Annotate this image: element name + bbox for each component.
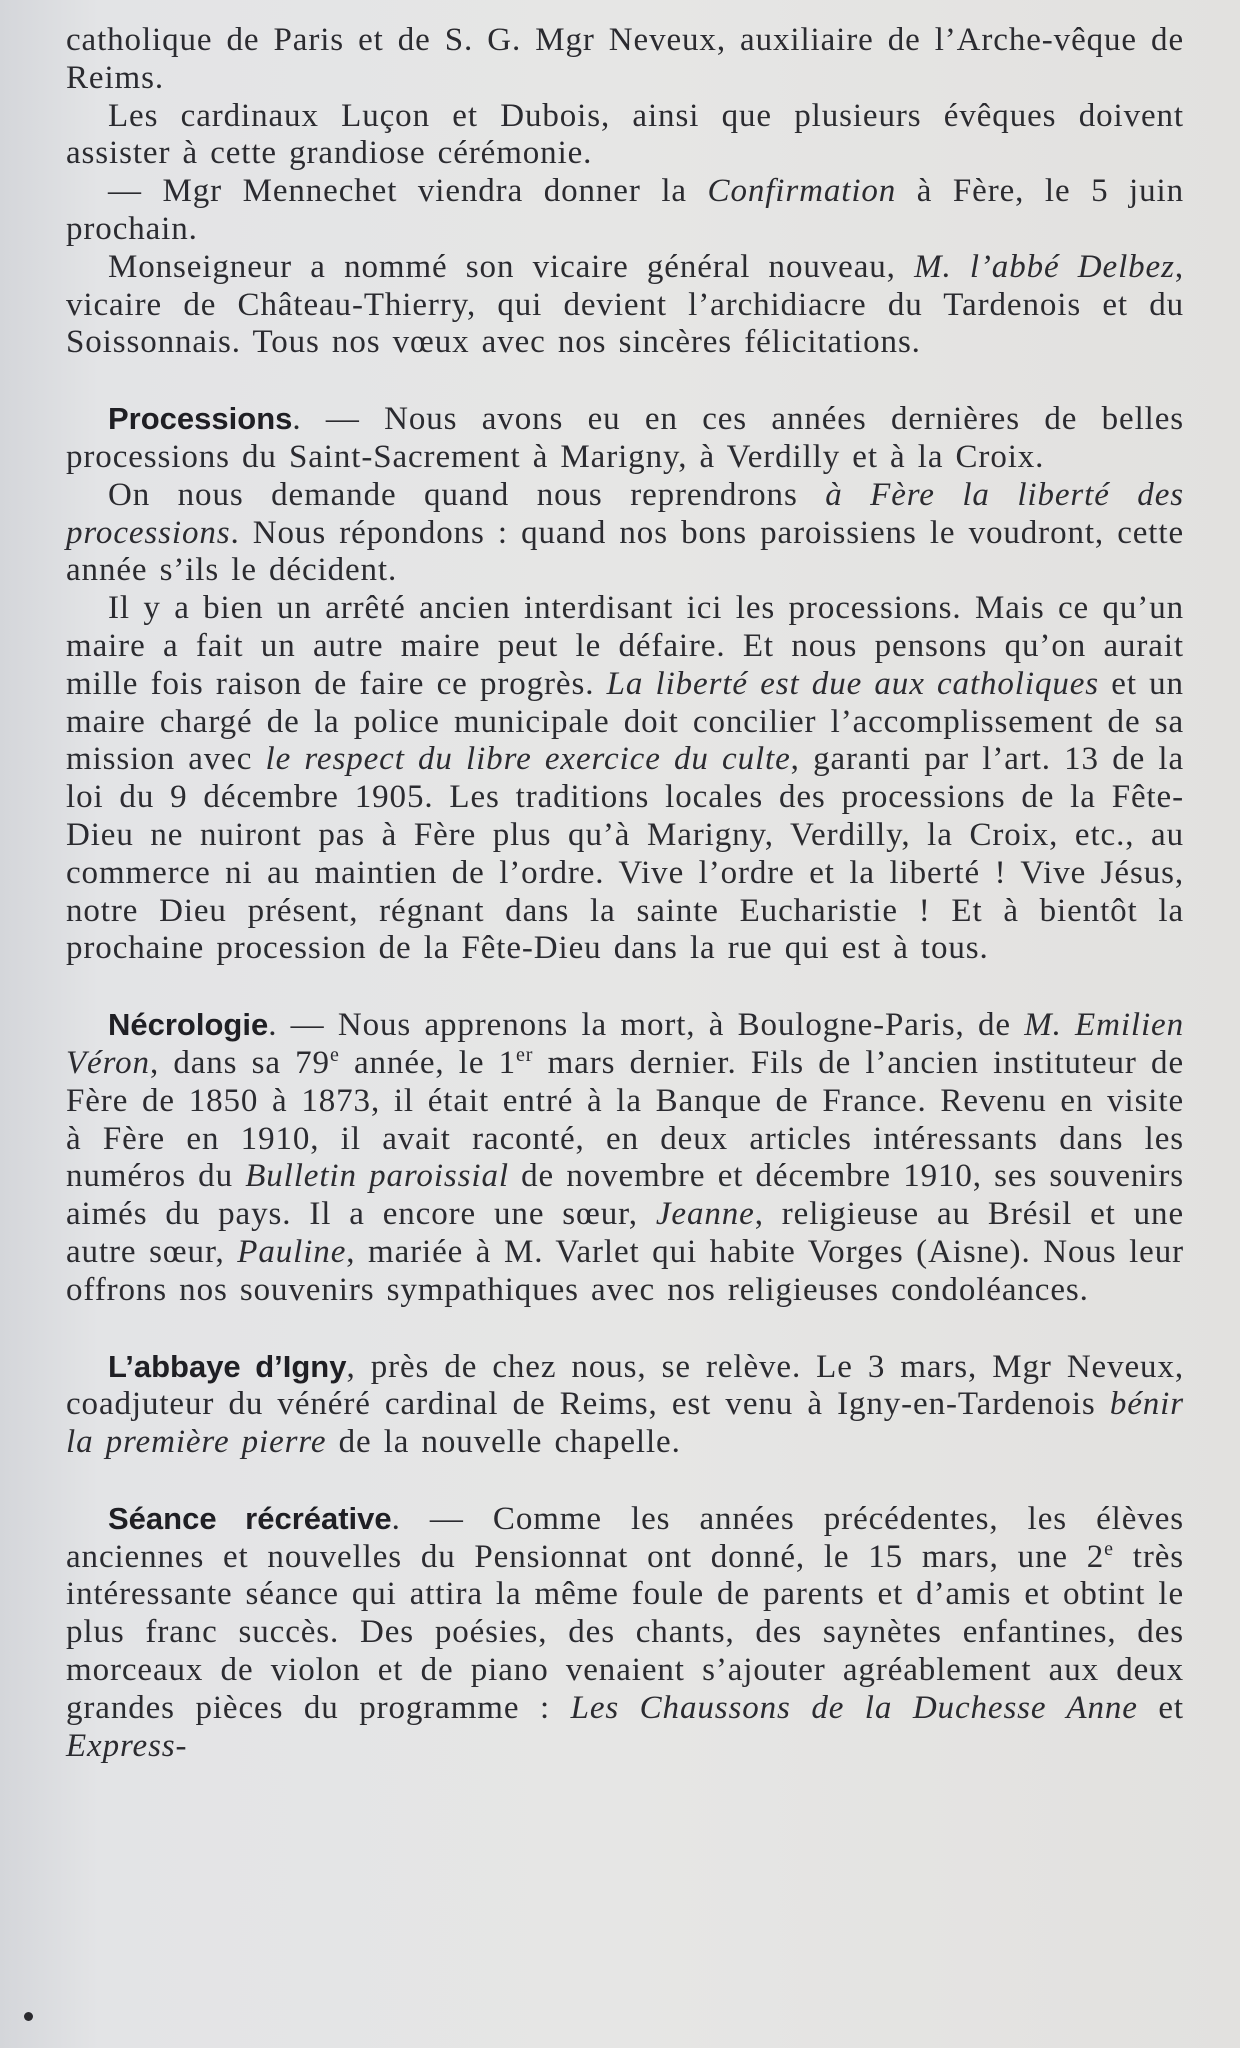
intro-line-1: catholique de Paris et de S. G. Mgr Neveux, auxiliaire de l’Arche-vêque de Reims. [66,22,1184,96]
necrologie-paragraph: Nécrologie. — Nous apprenons la mort, à Boulogne-Paris, de M. Emilien Véron, dans sa 79e année, le 1er mars dernier. Fils de l’ancien instituteur de Fère de 1850 à 1873, il était entré à la Banque de France. Revenu en visite à Fère en 1910, il avait raconté, en deux articles intéressants dans les numéros du Bulletin paroissial de novembre et décembre 1910, ses souvenirs aimés du pays. Il a encore une sœur, Jeanne, religieuse au Brésil et une autre sœur, Pauline, mariée à M. Varlet qui habite Vorges (Aisne). Nous leur offrons nos souvenirs sympathiques avec nos religieuses condoléances. [66,1007,1185,1308]
seance-heading: Séance récréative [108,1500,392,1536]
necrologie-heading: Nécrologie [108,1007,269,1043]
processions-section [66,400,1184,968]
processions-paragraph-2: On nous demande quand nous reprendrons à Fère la liberté des processions. Nous répondons : quand nos bons paroissiens le voudront, cette année s’ils le décident. [66,476,1184,589]
intro-paragraph-cardinals: Les cardinaux Luçon et Dubois, ainsi que plusieurs évêques doivent assister à cette grandiose cérémonie. [66,97,1184,172]
processions-heading: Processions [108,401,293,437]
page-text [66,22,1184,1765]
seance-paragraph: Séance récréative. — Comme les années précédentes, les élèves anciennes et nouvelles du Pensionnat ont donné, le 15 mars, une 2e très intéressante séance qui attira la même foule de parents et d’amis et obtint le plus franc succès. Des poésies, des chants, des saynètes enfantines, des morceaux de violon et de piano venaient s’ajouter agréablement aux deux grandes pièces du programme : Les Chaussons de la Duchesse Anne et Express- [66,1500,1184,1764]
processions-paragraph-1: Processions. — Nous avons eu en ces années dernières de belles processions du Saint-Sacrement à Marigny, à Verdilly et à la Croix. [66,401,1184,475]
intro-section [66,22,1184,362]
intro-paragraph-confirmation: — Mgr Mennechet viendra donner la Confirmation à Fère, le 5 juin prochain. [66,173,1184,247]
processions-paragraph-3: Il y a bien un arrêté ancien interdisant ici les processions. Mais ce qu’un maire a fait un autre maire peut le défaire. Et nous pensons qu’on aurait mille fois raison de faire ce progrès. La liberté est due aux catholiques et un maire chargé de la police municipale doit concilier l’accomplissement de sa mission avec le respect du libre exercice du culte, garanti par l’art. 13 de la loi du 9 décembre 1905. Les traditions locales des processions de la Fête-Dieu ne nuiront pas à Fère plus qu’à Marigny, Verdilly, la Croix, etc., au commerce ni au maintien de l’ordre. Vive l’ordre et la liberté ! Vive Jésus, notre Dieu présent, régnant dans la sainte Eucharistie ! Et à bientôt la prochaine procession de la Fête-Dieu dans la rue qui est à tous. [66,590,1185,967]
igny-section [66,1348,1184,1462]
intro-paragraph-vicar: Monseigneur a nommé son vicaire général nouveau, M. l’abbé Delbez, vicaire de Château-Thierry, qui devient l’archidiacre du Tardenois et du Soissonnais. Tous nos vœux avec nos sincères félicitations. [66,248,1184,361]
necrologie-section [66,1006,1184,1309]
igny-paragraph: L’abbaye d’Igny, près de chez nous, se relève. Le 3 mars, Mgr Neveux, coadjuteur du vénéré cardinal de Reims, est venu à Igny-en-Tardenois bénir la première pierre de la nouvelle chapelle. [66,1348,1185,1461]
igny-heading: L’abbaye d’Igny [108,1348,347,1384]
page-mark-dot [24,2012,33,2021]
seance-section [66,1500,1184,1766]
